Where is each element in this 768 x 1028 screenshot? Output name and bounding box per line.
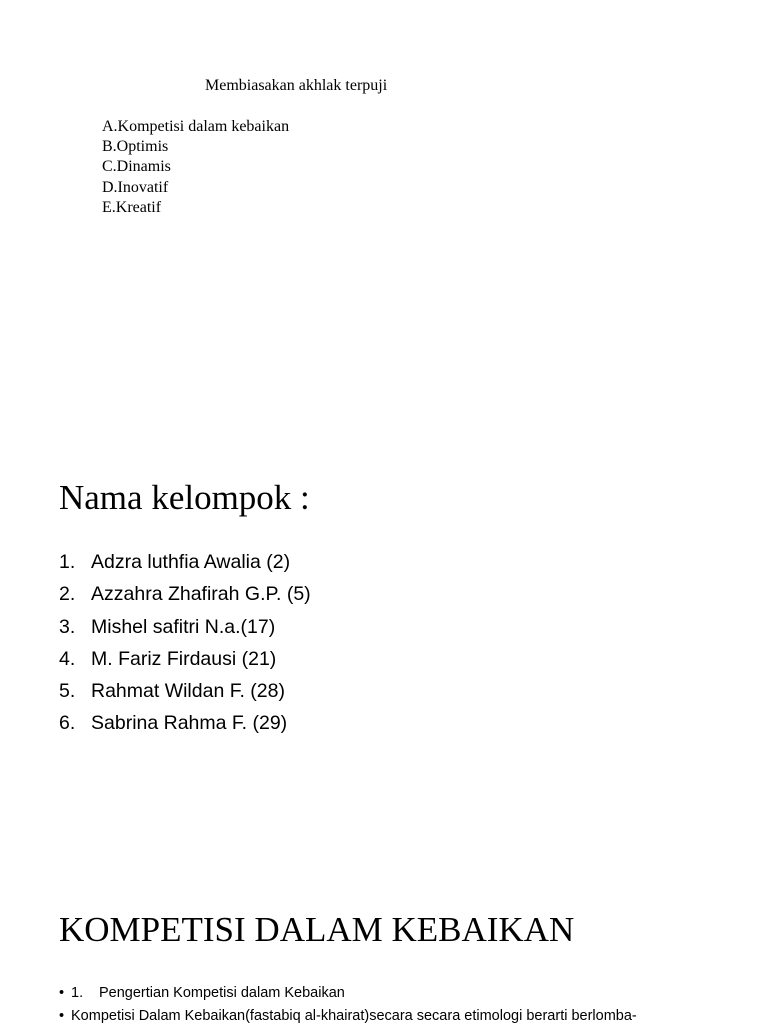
bullet-text: Kompetisi Dalam Kebaikan(fastabiq al-khairat)secara secara etimologi berarti berlomba- <box>71 1008 637 1024</box>
topic-item: C.Dinamis <box>102 158 171 176</box>
member-item <box>59 675 311 707</box>
member-number: 6. <box>59 712 76 735</box>
bullet-icon: • <box>59 1008 65 1024</box>
member-number: 3. <box>59 615 76 638</box>
topic-item: B.Optimis <box>102 138 169 156</box>
slide-2 <box>0 460 768 880</box>
slide-1-title: Membiasakan akhlak terpuji <box>205 77 388 94</box>
member-item <box>59 578 311 610</box>
topic-item: A.Kompetisi dalam kebaikan <box>102 118 290 135</box>
member-number: 5. <box>59 680 76 703</box>
member-name: Sabrina Rahma F. (29) <box>91 712 288 735</box>
member-name: Rahmat Wildan F. (28) <box>91 680 285 703</box>
content-bullets <box>59 982 759 1028</box>
member-item <box>59 643 311 675</box>
slide-1 <box>0 0 768 440</box>
topic-item: D.Inovatif <box>102 178 169 196</box>
member-name: M. Fariz Firdausi (21) <box>91 647 277 670</box>
member-list <box>59 546 311 740</box>
member-name: Azzahra Zhafirah G.P. (5) <box>91 583 311 606</box>
member-item <box>59 546 311 578</box>
member-name: Adzra luthfia Awalia (2) <box>91 551 291 573</box>
group-names-heading: Nama kelompok : <box>59 478 310 517</box>
bullet-item <box>59 982 759 1005</box>
member-number: 2. <box>59 583 76 606</box>
member-item <box>59 707 311 739</box>
topic-item: E.Kreatif <box>102 198 162 216</box>
member-item <box>59 611 311 643</box>
member-name: Mishel safitri N.a.(17) <box>91 615 276 638</box>
bullet-text: Pengertian Kompetisi dalam Kebaikan <box>99 985 345 1001</box>
bullet-icon: • <box>59 985 65 1001</box>
member-number: 1. <box>59 551 76 573</box>
bullet-item <box>59 1005 759 1028</box>
member-number: 4. <box>59 647 76 670</box>
section-heading: KOMPETISI DALAM KEBAIKAN <box>59 910 575 949</box>
bullet-number: 1. <box>71 985 84 1001</box>
slide-3 <box>0 890 768 1024</box>
topic-list <box>102 117 289 218</box>
